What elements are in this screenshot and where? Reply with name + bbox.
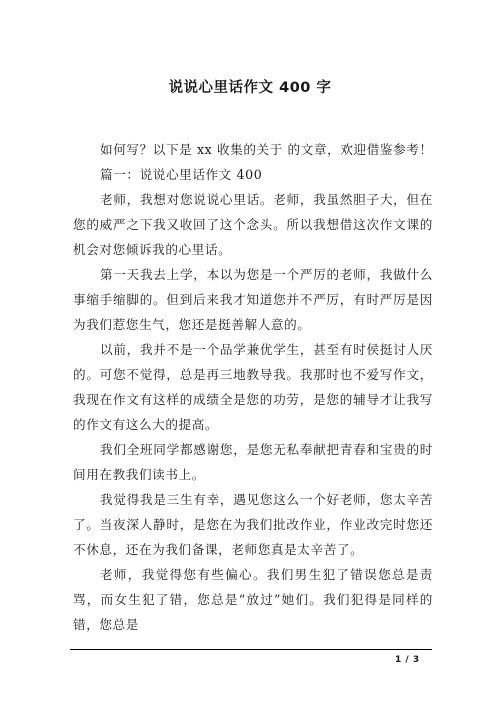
page-number: 1 / 3 — [395, 655, 420, 665]
footer-divider — [70, 649, 432, 650]
paragraph: 我们全班同学都感谢您，是您无私奉献把青春和宝贵的时间用在教我们读书上。 — [73, 442, 433, 482]
paragraph: 我觉得我是三生有幸，遇见您这么一个好老师，您太辛苦了。当夜深人静时，是您在为我们批改作业，作业改完时您还不休息，还在为我们备课，老师您真是太辛苦了。 — [73, 492, 433, 557]
paragraph-chapter-heading: 篇一：说说心里话作文 400 — [100, 167, 263, 182]
paragraph: 第一天我去上学，本以为您是一个严厉的老师，我做什么事缩手缩脚的。但到后来我才知道您并不严厉，有时严厉是因为我们惹您生气，您还是挺善解人意的。 — [73, 267, 433, 332]
paragraph: 老师，我觉得您有些偏心。我们男生犯了错误您总是责骂，而女生犯了错，您总是“放过”她们。我们犯得是同样的错，您总是 — [73, 567, 433, 632]
paragraph: 以前，我并不是一个品学兼优学生，甚至有时侯挺讨人厌的。可您不觉得，总是再三地教导我。我那时也不爱写作文，我现在作文有这样的成绩全是您的功劳，是您的辅导才让我写的作文有这么大的提高。 — [73, 342, 433, 432]
paragraph: 老师，我想对您说说心里话。老师，我虽然胆子大，但在您的威严之下我又收回了这个念头。所以我想借这次作文课的机会对您倾诉我的心里话。 — [73, 192, 433, 257]
paragraph-intro: 如何写？以下是 xx 收集的关于 的文章，欢迎借鉴参考！ — [100, 142, 433, 157]
document-title: 说说心里话作文 400 字 — [168, 80, 332, 96]
document-body — [73, 137, 433, 637]
